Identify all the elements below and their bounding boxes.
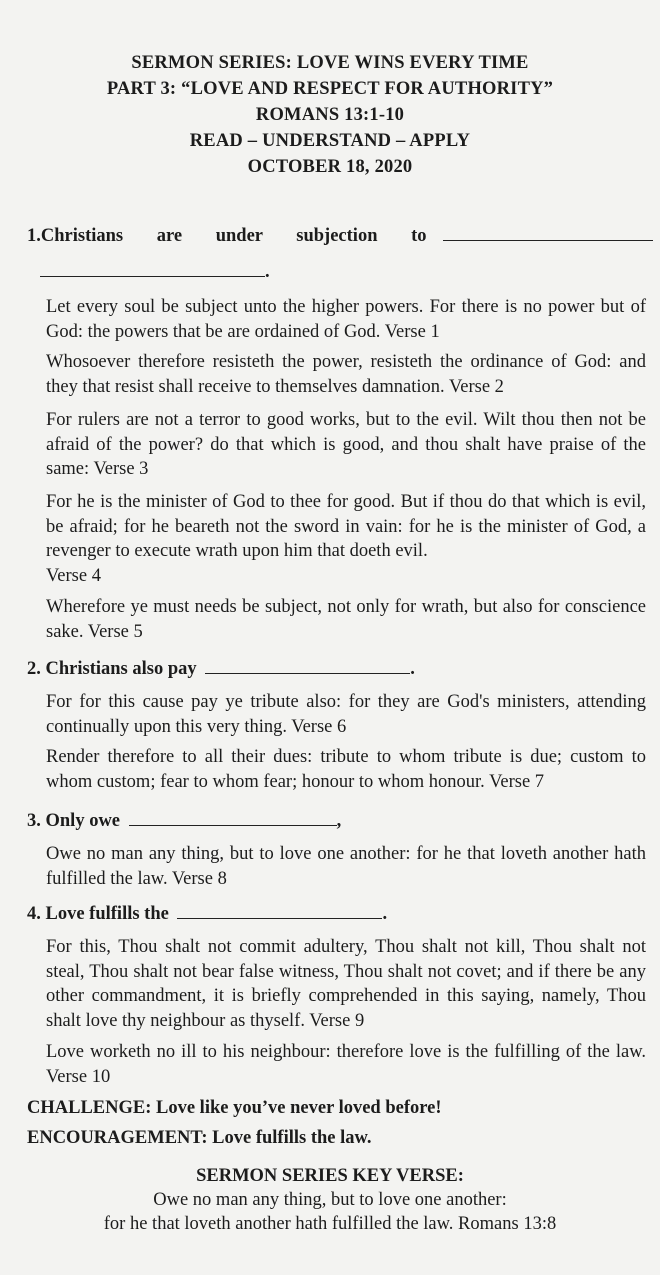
challenge-line: CHALLENGE: Love like you’ve never loved before! [27, 1098, 442, 1118]
encouragement-line: ENCOURAGEMENT: Love fulfills the law. [27, 1128, 372, 1148]
point-4-blank[interactable] [177, 902, 382, 919]
key-verse-line-2: for he that loveth another hath fulfilled the law. Romans 13:8 [103, 1214, 557, 1234]
point-3-end: , [336, 811, 342, 831]
point-4-end: . [382, 904, 388, 924]
verse-4 [46, 490, 646, 588]
point-1-heading [27, 224, 647, 247]
point-4-heading [27, 902, 387, 925]
verse-4-text: For he is the minister of God to thee for good. But if thou do that which is evil, be afraid; for he beareth not the sword in vain: for he is the minister of God, a revenger to execute wrath upon him that doeth evil. [46, 492, 646, 561]
point-3-heading [27, 809, 341, 832]
verse-8: Owe no man any thing, but to love one another: for he that loveth another hath fulfilled the law. Verse 8 [46, 844, 646, 889]
verse-2: Whosoever therefore resisteth the power, resisteth the ordinance of God: and they that resist shall receive to themselves damnation. Verse 2 [46, 352, 646, 397]
verse-7: Render therefore to all their dues: tribute to whom tribute is due; custom to whom custom; fear to whom fear; honour to whom honour. Verse 7 [46, 747, 646, 792]
point-2-heading [27, 657, 415, 680]
point-2-blank[interactable] [205, 657, 410, 674]
verse-1: Let every soul be subject unto the higher powers. For there is no power but of God: the powers that be are ordained of God. Verse 1 [46, 297, 646, 342]
point-3-blank[interactable] [129, 809, 337, 826]
verse-6: For for this cause pay ye tribute also: for they are God's ministers, attending continually upon this very thing. Verse 6 [46, 692, 646, 737]
verse-9: For this, Thou shalt not commit adultery, Thou shalt not kill, Thou shalt not steal, Thou shalt not bear false witness, Thou shalt not covet; and if there be any other commandment, it is briefly comprehended in this saying, namely, Thou shalt love thy neighbour as thyself. Verse 9 [46, 937, 646, 1031]
verse-3: For rulers are not a terror to good works, but to the evil. Wilt thou then not be afraid of the power? do that which is good, and thou shalt have praise of the same: Verse 3 [46, 410, 646, 479]
series-title: SERMON SERIES: LOVE WINS EVERY TIME [131, 53, 529, 73]
point-1-blank-b[interactable] [40, 260, 265, 277]
key-verse-block [0, 1164, 660, 1236]
point-1-blank-a[interactable] [443, 224, 653, 241]
verse-5: Wherefore ye must needs be subject, not only for wrath, but also for conscience sake. Verse 5 [46, 597, 646, 642]
verse-10: Love worketh no ill to his neighbour: therefore love is the fulfilling of the law. Verse 10 [46, 1042, 646, 1087]
key-verse-title: SERMON SERIES KEY VERSE: [196, 1166, 464, 1186]
point-1-text: 1.Christians are under subjection to [27, 226, 427, 246]
part-title: PART 3: “LOVE AND RESPECT FOR AUTHORITY” [106, 79, 554, 99]
sermon-date: OCTOBER 18, 2020 [247, 157, 413, 177]
point-2-text: 2. Christians also pay [27, 659, 197, 679]
scripture-reference: ROMANS 13:1-10 [255, 105, 405, 125]
point-3-text: 3. Only owe [27, 811, 121, 831]
point-1-continued [27, 260, 270, 283]
point-1-end: . [265, 262, 270, 282]
verse-4-ref: Verse 4 [46, 565, 101, 586]
study-motto: READ – UNDERSTAND – APPLY [189, 131, 471, 151]
sermon-header [0, 50, 660, 180]
point-4-text: 4. Love fulfills the [27, 904, 169, 924]
key-verse-line-1: Owe no man any thing, but to love one another: [153, 1190, 507, 1210]
point-2-end: . [410, 659, 415, 679]
